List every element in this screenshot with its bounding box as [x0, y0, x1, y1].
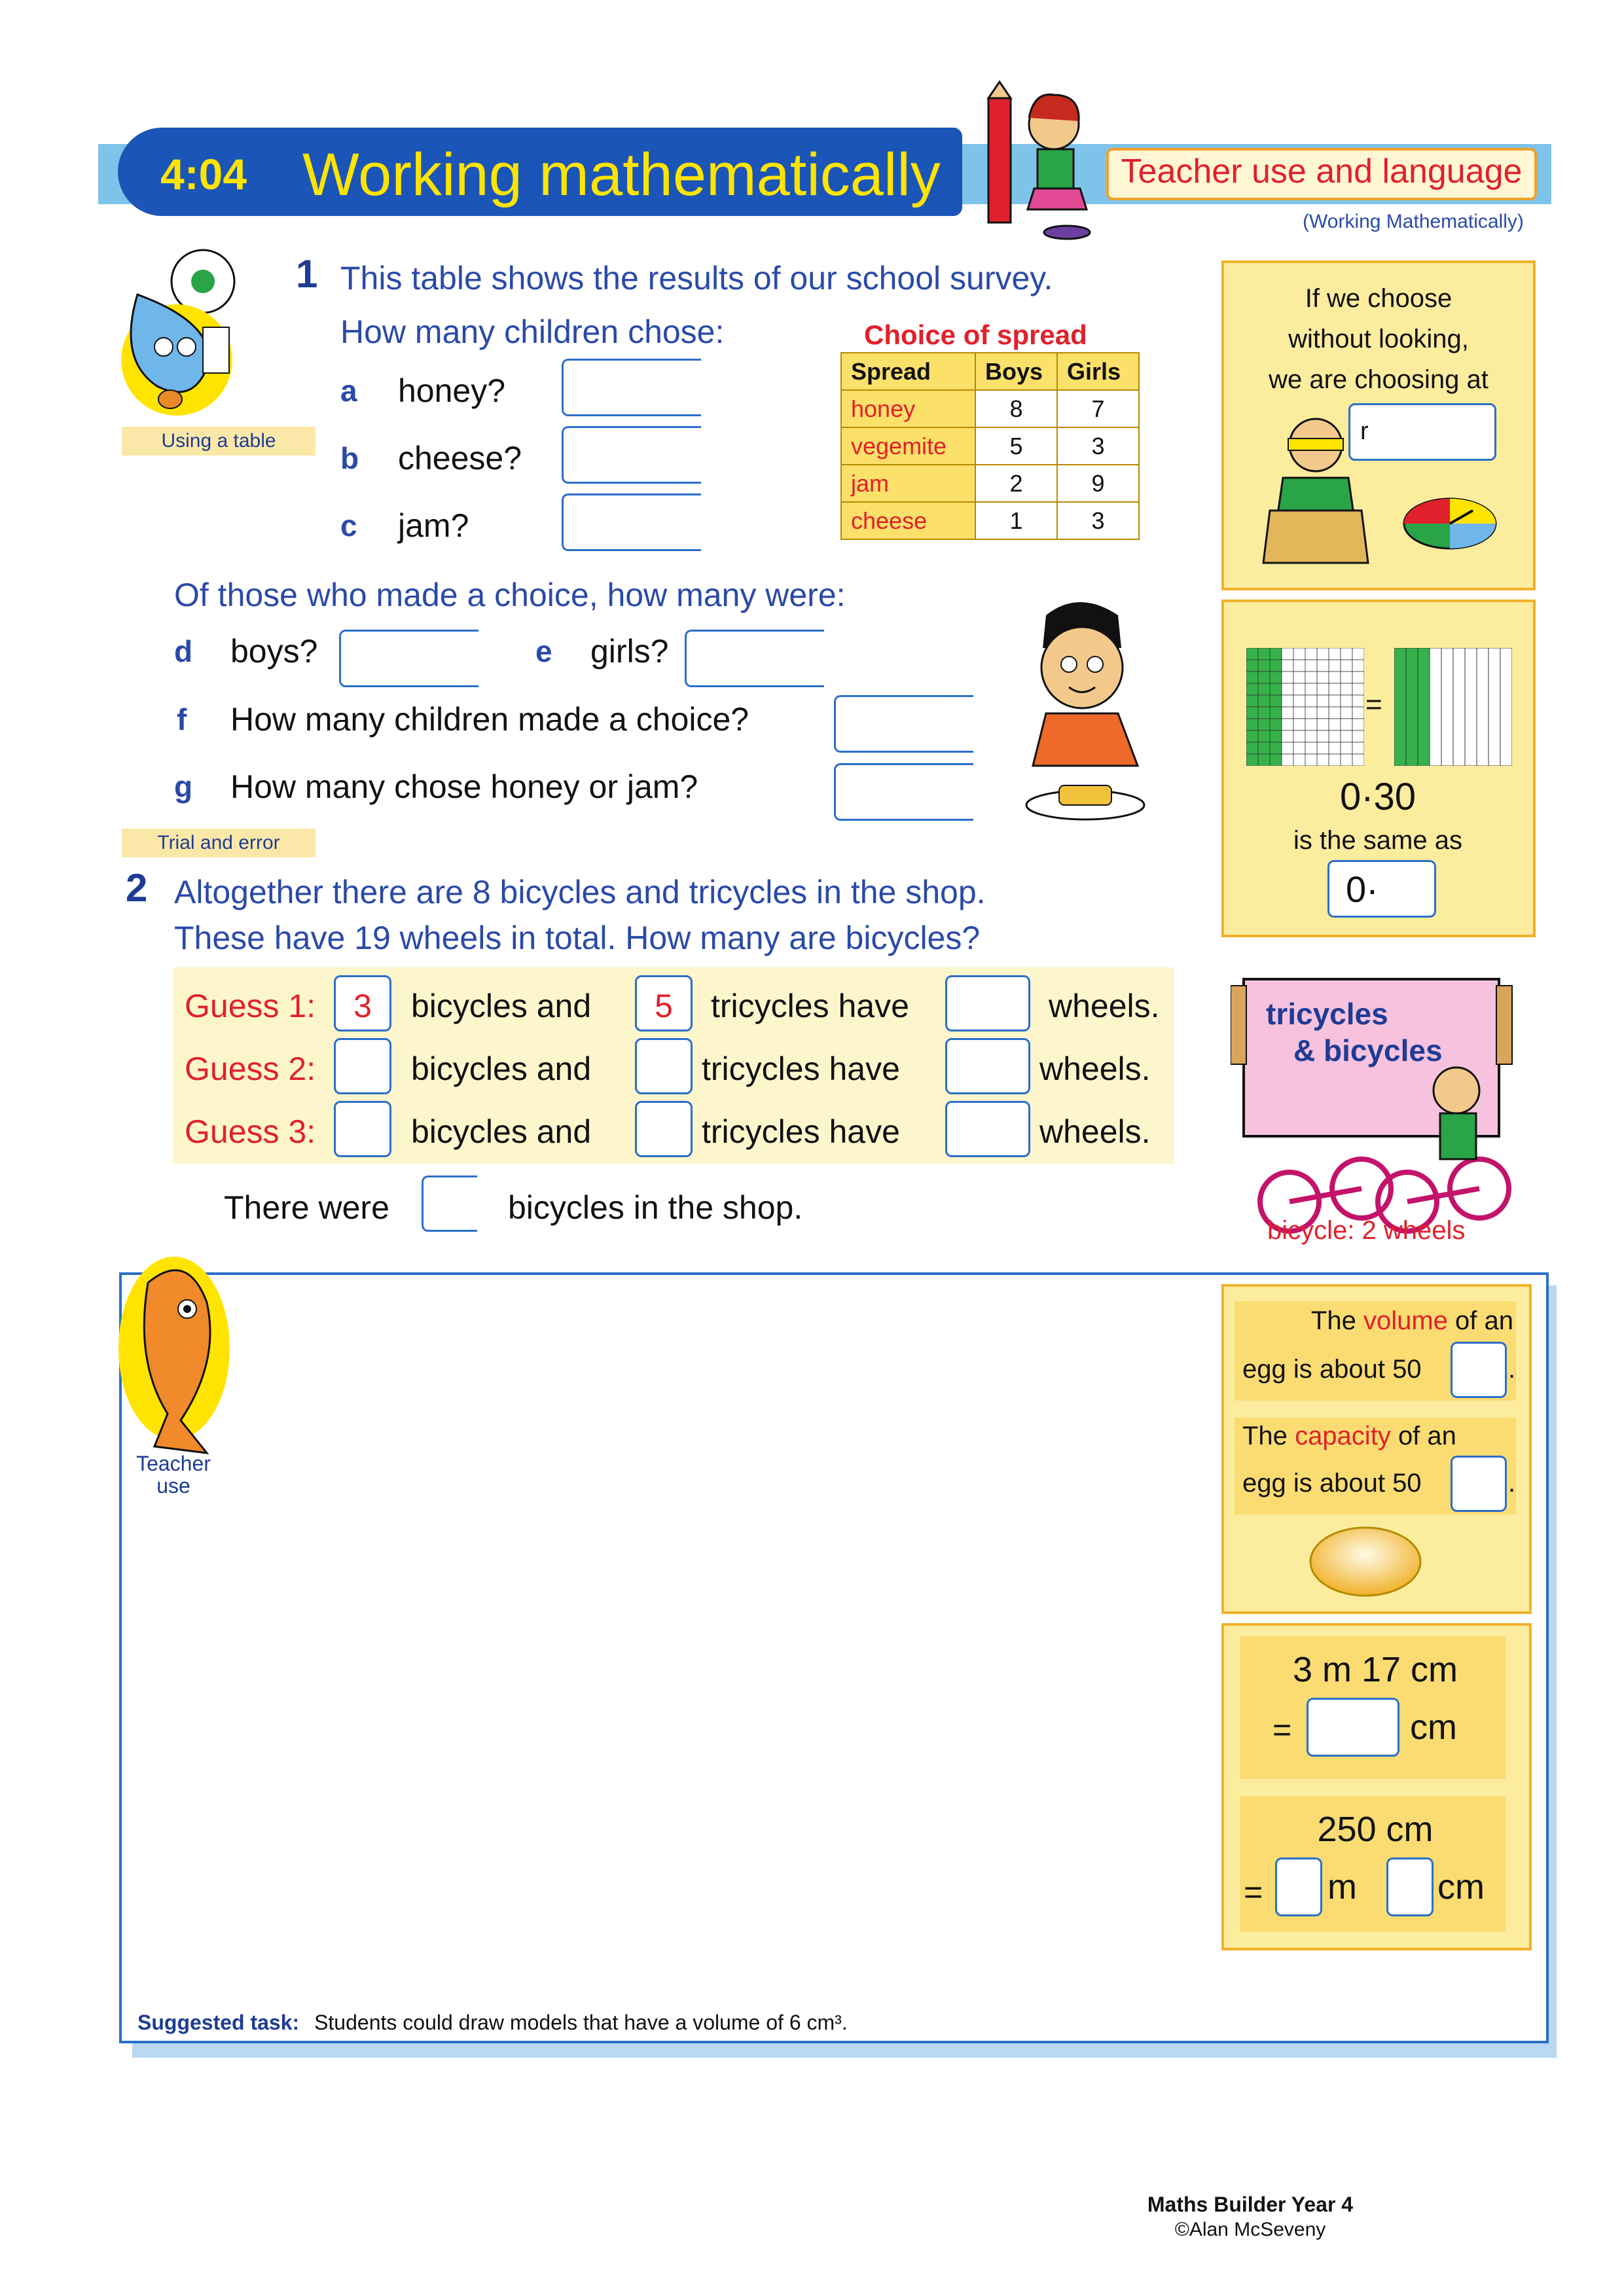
- guess3-tricycles-box[interactable]: [635, 1101, 693, 1157]
- tag-using-table: Using a table: [122, 427, 316, 456]
- measure2-cm-unit: cm: [1437, 1867, 1485, 1907]
- measure1-answer-box[interactable]: [1307, 1698, 1399, 1757]
- q2-final-answer-box[interactable]: [422, 1175, 477, 1232]
- volume-line: [1238, 1306, 1513, 1336]
- guess2-tricycles-box[interactable]: [635, 1038, 693, 1094]
- guess3-wheels-box[interactable]: [945, 1101, 1030, 1157]
- measure2-text: 250 cm: [1317, 1810, 1434, 1849]
- teacher-use-label-1: Teacher: [136, 1452, 211, 1475]
- table-cell-spread: vegemite: [841, 427, 975, 465]
- measure2-equals: =: [1244, 1874, 1263, 1910]
- q1b-text: cheese?: [398, 440, 522, 476]
- guess1-wheels-box[interactable]: [945, 975, 1030, 1031]
- spinner-icon: [1401, 494, 1499, 553]
- table-header-girls: Girls: [1057, 353, 1139, 390]
- sign-line2: & bicycles: [1293, 1033, 1443, 1067]
- spread-table: [840, 352, 1140, 540]
- q1-intro: This table shows the results of our school survey.: [340, 260, 1053, 296]
- measure2-cm-box[interactable]: [1386, 1857, 1434, 1916]
- grid-equals: =: [1365, 689, 1382, 721]
- table-cell-spread: cheese: [841, 502, 975, 539]
- suggested-task: [137, 2011, 848, 2035]
- table-row: [841, 427, 1139, 465]
- copyright: ©Alan McSeveny: [1174, 2219, 1326, 2240]
- table-cell-spread: jam: [841, 465, 975, 502]
- q1d-answer-box[interactable]: [339, 630, 478, 687]
- measure1-unit: cm: [1410, 1708, 1457, 1747]
- table-header-spread: Spread: [841, 353, 975, 390]
- table-cell-girls: 7: [1057, 390, 1139, 427]
- q1-prompt: How many children chose:: [340, 314, 725, 350]
- teacher-use-label-2: use: [156, 1474, 190, 1498]
- header-subtitle: (Working Mathematically): [1303, 211, 1524, 232]
- q1a-label: a: [340, 374, 357, 408]
- table-header-boys: Boys: [975, 353, 1057, 390]
- volume-answer-box[interactable]: [1451, 1342, 1507, 1398]
- decimal-answer-prefix: 0·: [1346, 869, 1379, 910]
- suggested-task-text: Students could draw models that have a volume of 6 cm³.: [314, 2011, 848, 2034]
- guess1-wheels: wheels.: [1049, 988, 1160, 1024]
- q1g-answer-box[interactable]: [834, 763, 973, 821]
- chance-line2: without looking,: [1288, 325, 1469, 353]
- table-cell-boys: 8: [975, 390, 1057, 427]
- book-title: Maths Builder Year 4: [1147, 2193, 1354, 2216]
- capacity-egg-text: egg is about 50: [1242, 1469, 1422, 1498]
- q2-line1: Altogether there are 8 bicycles and tricycles in the shop.: [174, 874, 986, 910]
- q1a-text: honey?: [398, 372, 506, 409]
- guess2-label: Guess 2:: [185, 1050, 316, 1087]
- in-shop-text: bicycles in the shop.: [508, 1189, 803, 1226]
- guess3-tricycles-have: tricycles have: [702, 1113, 900, 1150]
- measure2-metres-box[interactable]: [1275, 1857, 1322, 1916]
- measure1-text: 3 m 17 cm: [1292, 1650, 1458, 1689]
- sign-line1: tricycles: [1266, 997, 1388, 1031]
- there-were-text: There were: [224, 1189, 389, 1226]
- pencil-girl-illustration: [975, 79, 1106, 242]
- bicycle-note: bicycle: 2 wheels: [1267, 1216, 1466, 1245]
- q1e-answer-box[interactable]: [685, 630, 824, 687]
- guess2-tricycles-have: tricycles have: [702, 1050, 900, 1087]
- volume-word: volume: [1363, 1306, 1448, 1335]
- q1a-answer-box[interactable]: [562, 359, 701, 416]
- page-title: Working mathematically: [302, 141, 941, 208]
- decimal-same-as: is the same as: [1293, 826, 1462, 855]
- section-number: 4:04: [160, 150, 247, 198]
- table-cell-girls: 3: [1057, 427, 1139, 465]
- table-cell-girls: 3: [1057, 502, 1139, 539]
- capacity-word: capacity: [1295, 1422, 1391, 1450]
- guess3-wheels: wheels.: [1039, 1113, 1151, 1150]
- volume-post: of an: [1455, 1306, 1513, 1335]
- table-row: [841, 502, 1139, 539]
- volume-egg-text: egg is about 50: [1242, 1355, 1422, 1384]
- capacity-pre: The: [1242, 1422, 1288, 1450]
- volume-pre: The: [1310, 1306, 1356, 1335]
- q1b-answer-box[interactable]: [562, 426, 701, 484]
- q1f-label: f: [177, 702, 187, 736]
- q2-number: 2: [126, 866, 148, 910]
- guess2-wheels-box[interactable]: [945, 1038, 1030, 1094]
- guess1-tricycles-have: tricycles have: [711, 988, 909, 1024]
- teacher-use-tab-label: Teacher use and language: [1121, 152, 1523, 190]
- guess1-label: Guess 1:: [185, 988, 316, 1024]
- q1c-text: jam?: [398, 507, 469, 544]
- hundred-grid-icon: [1246, 648, 1364, 766]
- table-title: Choice of spread: [864, 319, 1087, 350]
- droplet-mascot-illustration: [98, 242, 255, 419]
- q1g-text: How many chose honey or jam?: [230, 768, 698, 805]
- egg-icon: [1307, 1525, 1424, 1598]
- q1c-answer-box[interactable]: [562, 493, 701, 551]
- capacity-period: .: [1508, 1469, 1516, 1498]
- table-row: [841, 465, 1139, 502]
- table-cell-boys: 5: [975, 427, 1057, 465]
- guess2-bicycles-box[interactable]: [334, 1038, 391, 1094]
- guess3-bicycles-box[interactable]: [334, 1101, 391, 1157]
- capacity-line: [1242, 1422, 1456, 1451]
- table-header-row: [841, 353, 1139, 390]
- table-cell-girls: 9: [1057, 465, 1139, 502]
- measure1-equals: =: [1272, 1712, 1292, 1748]
- capacity-answer-box[interactable]: [1451, 1456, 1507, 1512]
- guess1-bicycles-value: 3: [353, 988, 372, 1024]
- suggested-task-label: Suggested task:: [137, 2011, 300, 2034]
- decimal-answer-box[interactable]: [1327, 860, 1436, 918]
- q1c-label: c: [340, 509, 357, 543]
- guess3-label: Guess 3:: [185, 1113, 316, 1150]
- guess1-tricycles-value: 5: [655, 988, 673, 1024]
- table-cell-spread: honey: [841, 390, 975, 427]
- q1d-text: boys?: [230, 633, 318, 670]
- q1g-label: g: [174, 770, 193, 804]
- q1e-label: e: [535, 634, 552, 668]
- table-cell-boys: 1: [975, 502, 1057, 539]
- guess3-bicycles-and: bicycles and: [411, 1113, 592, 1150]
- decimal-value: 0·30: [1339, 776, 1416, 818]
- volume-period: .: [1508, 1355, 1516, 1384]
- q1f-text: How many children made a choice?: [230, 701, 749, 738]
- q1-sub-prompt: Of those who made a choice, how many were:: [174, 577, 846, 613]
- q1-number: 1: [296, 252, 318, 296]
- table-row: [841, 390, 1139, 427]
- measure2-m-unit: m: [1327, 1867, 1357, 1907]
- fish-mascot-illustration: [109, 1244, 240, 1466]
- table-cell-boys: 2: [975, 465, 1057, 502]
- guess2-bicycles-and: bicycles and: [411, 1050, 592, 1087]
- q1f-answer-box[interactable]: [834, 695, 973, 753]
- chance-answer-prefix: r: [1360, 418, 1369, 445]
- capacity-post: of an: [1398, 1422, 1456, 1450]
- boy-eating-illustration: [1007, 589, 1157, 838]
- tag-trial-error: Trial and error: [122, 829, 316, 857]
- chance-line1: If we choose: [1305, 284, 1453, 313]
- chance-line3: we are choosing at: [1269, 365, 1489, 394]
- tenths-grid-icon: [1394, 648, 1512, 766]
- q1b-label: b: [340, 441, 359, 475]
- q1e-text: girls?: [590, 633, 669, 670]
- q2-line2: These have 19 wheels in total. How many are bicycles?: [174, 920, 981, 956]
- guess1-bicycles-and: bicycles and: [411, 988, 592, 1024]
- q1d-label: d: [174, 634, 193, 668]
- blindfold-boy-illustration: [1250, 412, 1381, 569]
- guess2-wheels: wheels.: [1039, 1050, 1151, 1087]
